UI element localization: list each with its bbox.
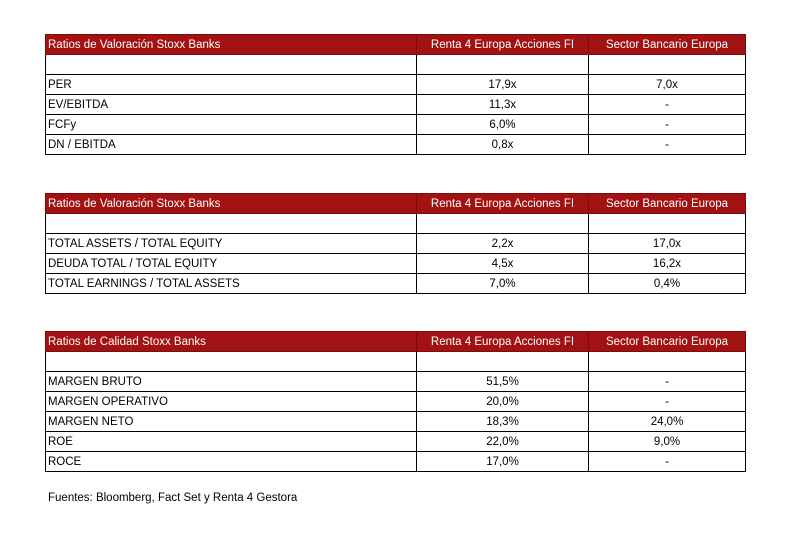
ratio-label: DN / EBITDA <box>46 135 417 155</box>
sector-value: - <box>589 372 746 392</box>
column-header-fund: Renta 4 Europa Acciones FI <box>417 35 589 55</box>
fund-value: 6,0% <box>417 115 589 135</box>
table-row <box>46 432 746 452</box>
table-row <box>46 392 746 412</box>
sector-value: - <box>589 452 746 472</box>
fund-value: 18,3% <box>417 412 589 432</box>
column-header-sector: Sector Bancario Europa <box>589 35 746 55</box>
ratio-label: MARGEN BRUTO <box>46 372 417 392</box>
ratio-label: DEUDA TOTAL / TOTAL EQUITY <box>46 254 417 274</box>
ratio-label: MARGEN OPERATIVO <box>46 392 417 412</box>
table-row <box>46 95 746 115</box>
sector-value: - <box>589 115 746 135</box>
sector-value: 16,2x <box>589 254 746 274</box>
valuation-ratios-table <box>45 34 746 155</box>
table-row <box>46 115 746 135</box>
blank-row <box>46 55 746 75</box>
table-header-row <box>46 194 746 214</box>
sector-value: 17,0x <box>589 234 746 254</box>
table-row <box>46 412 746 432</box>
sector-value: - <box>589 95 746 115</box>
fund-value: 11,3x <box>417 95 589 115</box>
table-row <box>46 452 746 472</box>
fund-value: 22,0% <box>417 432 589 452</box>
table-row <box>46 274 746 294</box>
table-row <box>46 75 746 95</box>
sector-value: - <box>589 392 746 412</box>
sector-value: 0,4% <box>589 274 746 294</box>
source-note: Fuentes: Bloomberg, Fact Set y Renta 4 Gestora <box>48 492 298 504</box>
fund-value: 17,0% <box>417 452 589 472</box>
fund-value: 51,5% <box>417 372 589 392</box>
ratio-label: PER <box>46 75 417 95</box>
ratio-label: FCFy <box>46 115 417 135</box>
table-row <box>46 254 746 274</box>
quality-ratios-table <box>45 331 746 472</box>
column-header-fund: Renta 4 Europa Acciones FI <box>417 194 589 214</box>
ratio-label: EV/EBITDA <box>46 95 417 115</box>
sector-value: - <box>589 135 746 155</box>
fund-value: 7,0% <box>417 274 589 294</box>
blank-row <box>46 214 746 234</box>
table-row <box>46 372 746 392</box>
column-header-ratio: Ratios de Valoración Stoxx Banks <box>46 194 417 214</box>
column-header-sector: Sector Bancario Europa <box>589 332 746 352</box>
column-header-sector: Sector Bancario Europa <box>589 194 746 214</box>
column-header-fund: Renta 4 Europa Acciones FI <box>417 332 589 352</box>
sector-value: 7,0x <box>589 75 746 95</box>
table-row <box>46 135 746 155</box>
fund-value: 2,2x <box>417 234 589 254</box>
balance-ratios-table <box>45 193 746 294</box>
ratio-label: ROCE <box>46 452 417 472</box>
fund-value: 17,9x <box>417 75 589 95</box>
blank-row <box>46 352 746 372</box>
fund-value: 0,8x <box>417 135 589 155</box>
ratio-label: TOTAL EARNINGS / TOTAL ASSETS <box>46 274 417 294</box>
fund-value: 20,0% <box>417 392 589 412</box>
sector-value: 9,0% <box>589 432 746 452</box>
column-header-ratio: Ratios de Calidad Stoxx Banks <box>46 332 417 352</box>
ratio-label: TOTAL ASSETS / TOTAL EQUITY <box>46 234 417 254</box>
table-row <box>46 234 746 254</box>
ratio-label: ROE <box>46 432 417 452</box>
ratio-label: MARGEN NETO <box>46 412 417 432</box>
fund-value: 4,5x <box>417 254 589 274</box>
table-header-row <box>46 332 746 352</box>
sector-value: 24,0% <box>589 412 746 432</box>
column-header-ratio: Ratios de Valoración Stoxx Banks <box>46 35 417 55</box>
table-header-row <box>46 35 746 55</box>
